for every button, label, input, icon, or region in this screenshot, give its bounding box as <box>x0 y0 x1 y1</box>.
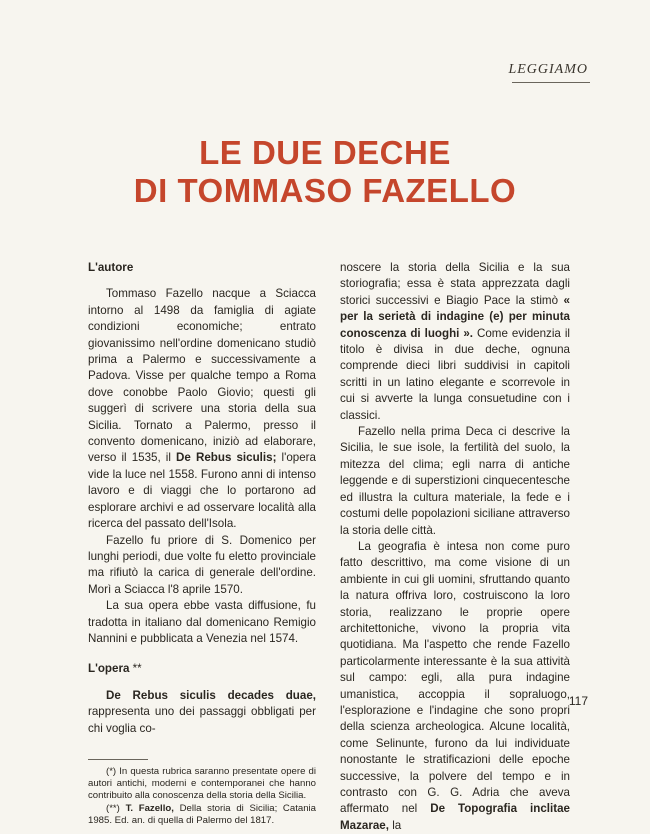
footnote-2 <box>88 803 316 827</box>
paragraph <box>88 688 316 737</box>
article-title <box>0 134 650 210</box>
paragraph <box>340 260 570 424</box>
paragraph-text: la <box>388 818 402 832</box>
rubric-label: LEGGIAMO <box>508 62 588 77</box>
footnote-author: T. Fazello, <box>125 802 174 814</box>
paragraph-text: noscere la storia della Sicilia e la sua storiografia; essa è stata apprezzata dagli storici successivi e Biagio Pace la stimò <box>340 261 570 307</box>
footnote-1: (*) In questa rubrica saranno presentate opere di autori antichi, moderni e contemporanei che hanno contribuito alla conoscenza della storia della Sicilia. <box>88 765 316 802</box>
paragraph: La sua opera ebbe vasta diffusione, fu tradotta in italiano dal domenicano Remigio Nannini e pubblicata a Venezia nel 1574. <box>88 599 316 645</box>
title-line-1: LE DUE DECHE <box>199 134 451 171</box>
paragraph: Fazello nella prima Deca ci descrive la Sicilia, le sue isole, la fertilità del suolo, la mitezza del clima; egli narra di antiche leggende e di superstizioni cinquecentesche ed illustra la cultura materiale, la fede e i costumi delle popolazioni siciliane attraverso la storia delle città. <box>340 425 570 537</box>
title-line-2: DI TOMMASO FAZELLO <box>133 172 517 209</box>
paragraph-text: rappresenta uno dei passaggi obbligati per chi voglia co- <box>88 705 316 735</box>
section-heading-text: L'opera <box>88 662 130 676</box>
work-title: De Topografia inclitae Mazarae, <box>340 802 570 832</box>
paragraph <box>340 539 570 834</box>
footnote-text: Della storia di Sicilia; Catania 1985. Ed. an. di quella di Palermo del 1817. <box>88 802 316 826</box>
paragraph: Fazello fu priore di S. Domenico per lunghi periodi, due volte fu eletto provinciale ma rifiutò la carica di generale dell'ordine. Morì a Sciacca l'8 aprile 1570. <box>88 533 316 596</box>
work-title: De Rebus siculis decades duae, <box>106 688 316 702</box>
right-column <box>340 260 570 834</box>
page-number: 117 <box>568 694 588 708</box>
paragraph-text: La geografia è intesa non come puro fatto descrittivo, ma come visione di un ambiente in cui gli uomini, sfruttando quanto la natura offriva loro, costruiscono la loro storia, realizzano le proprie opere architettoniche, vivono la propria vita quotidiana. Ma l'aspetto che rende Fazello particolarmente interessante è la sua attività sul campo: egli, alla pura indagine umanistica, accoppia il sopraluogo, l'esplorazione e l'indagine che sono propri della scienza archeologica. Alcune località, come Selinunte, furono da lui individuate nonostante le stratificazioni delle epoche successive, la polvere del tempo e in contrasto con G. G. Adria che aveva affermato nel <box>340 539 570 816</box>
footnote-mark: ** <box>129 662 142 676</box>
work-title: De Rebus siculis; <box>176 451 277 465</box>
section-heading-work <box>88 661 316 677</box>
paragraph <box>88 286 316 532</box>
section-heading-author: L'autore <box>88 261 134 274</box>
paragraph-text: l'opera vide la luce nel 1558. Furono anni di intenso lavoro e di viaggi che lo portarono ad esplorare archivi e ad osservare località alla ricerca del passato dell'Isola. <box>88 451 316 531</box>
paragraph-text: Tommaso Fazello nacque a Sciacca intorno al 1498 da famiglia di agiate condizioni economiche; entrato giovanissimo nell'ordine domenicano studiò prima a Palermo e successivamente a Padova. Visse per qualche tempo a Roma dove conobbe Paolo Giovio; questi gli suggerì di scrivere una storia della sua Sicilia. Tornato a Palermo, presso il convento domenicano, iniziò ad elaborare, verso il 1535, il <box>88 287 316 465</box>
rubric-underline <box>512 82 590 83</box>
left-column <box>88 260 316 827</box>
quotation: « per la serietà di indagine (e) per minuta conoscenza di luoghi ». <box>340 293 570 340</box>
footnote-mark: (**) <box>106 802 126 814</box>
paragraph-text: Come evidenzia il titolo è divisa in due deche, ognuna comprende dieci libri suddivisi in capitoli scritti in un latino elegante e scorrevole in cui si avverte la lunga consuetudine con i classici. <box>340 326 570 422</box>
